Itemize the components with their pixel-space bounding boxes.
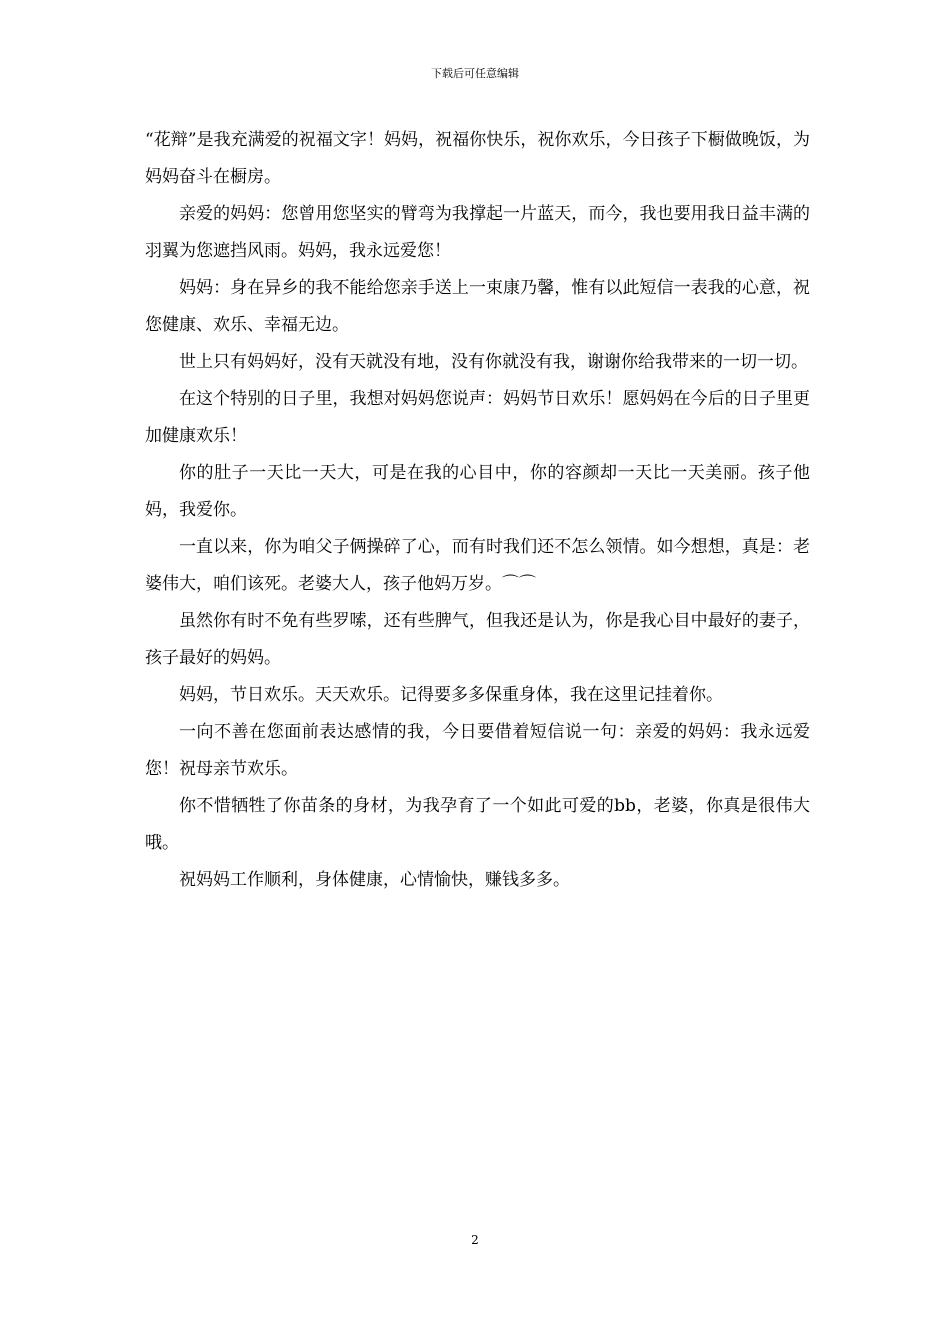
paragraph-9: 妈妈，节日欢乐。天天欢乐。记得要多多保重身体，我在这里记挂着你。 — [179, 685, 723, 705]
paragraph-8: 虽然你有时不免有些罗嗦，还有些脾气，但我还是认为，你是我心目中最好的妻子，孩子最好的妈妈。 — [145, 611, 810, 668]
paragraph-3: 妈妈：身在异乡的我不能给您亲手送上一束康乃馨，惟有以此短信一表我的心意，祝您健康、欢乐、幸福无边。 — [145, 278, 810, 335]
paragraph-5: 在这个特别的日子里，我想对妈妈您说声：妈妈节日欢乐！愿妈妈在今后的日子里更加健康欢乐！ — [145, 389, 810, 446]
paragraph-11: 你不惜牺牲了你苗条的身材，为我孕育了一个如此可爱的bb，老婆，你真是很伟大哦。 — [145, 796, 810, 853]
paragraph-6: 你的肚子一天比一天大，可是在我的心目中，你的容颜却一天比一天美丽。孩子他妈，我爱你。 — [145, 463, 810, 520]
paragraph-4: 世上只有妈妈好，没有天就没有地，没有你就没有我，谢谢你给我带来的一切一切。 — [179, 352, 808, 372]
paragraph-1: “花辩”是我充满爱的祝福文字！妈妈，祝福你快乐，祝你欢乐，今日孩子下橱做晚饭，为妈妈奋斗在橱房。 — [145, 130, 810, 187]
page-header: 下载后可任意编辑 — [431, 67, 519, 80]
page-number: 2 — [471, 1233, 479, 1247]
paragraph-7: 一直以来，你为咱父子俩操碎了心，而有时我们还不怎么领情。如今想想，真是：老婆伟大，咱们该死。老婆大人，孩子他妈万岁。⌒⌒ — [145, 537, 810, 594]
paragraph-2: 亲爱的妈妈：您曾用您坚实的臂弯为我撑起一片蓝天，而今，我也要用我日益丰满的羽翼为您遮挡风雨。妈妈，我永远爱您！ — [145, 204, 810, 261]
document-body — [145, 122, 810, 899]
paragraph-10: 一向不善在您面前表达感情的我，今日要借着短信说一句：亲爱的妈妈：我永远爱您！祝母亲节欢乐。 — [145, 722, 810, 779]
paragraph-12: 祝妈妈工作顺利，身体健康，心情愉快，赚钱多多。 — [179, 870, 570, 890]
